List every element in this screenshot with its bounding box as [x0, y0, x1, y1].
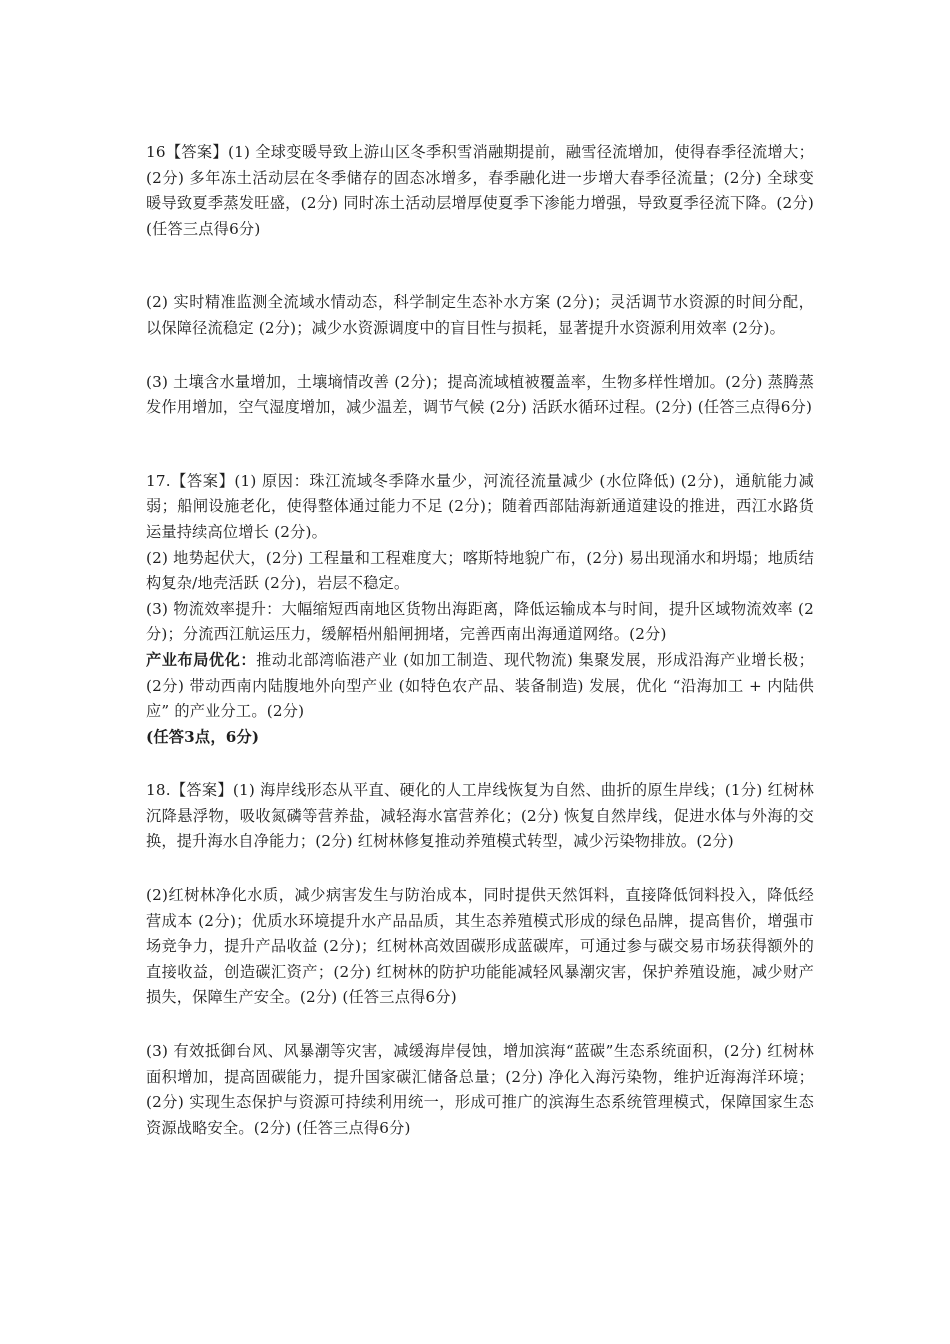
q16-answer-part2: (2) 实时精准监测全流域水情动态，科学制定生态补水方案 (2分)；灵活调节水资源的时间分配，以保障径流稳定 (2分)；减少水资源调度中的盲目性与损耗，显著提升水资源利用效率 (2分)。 [146, 293, 814, 337]
q17-answer-part4 [146, 648, 814, 725]
q17-answer-part2: (2) 地势起伏大，(2分) 工程量和工程难度大；喀斯特地貌广布，(2分) 易出现涌水和坍塌；地质结构复杂/地壳活跃 (2分)，岩层不稳定。 [146, 548, 814, 593]
answer-document [146, 140, 814, 1141]
q17-part4-heading: 产业布局优化： [146, 650, 257, 669]
spacer [146, 421, 814, 469]
q18-answer-part1: 18.【答案】(1) 海岸线形态从平直、硬化的人工岸线恢复为自然、曲折的原生岸线；(1分) 红树林沉降悬浮物，吸收氮磷等营养盐，减轻海水富营养化；(2分) 恢复自然岸线，促进水体与外海的交换，提升海水自净能力；(2分) 红树林修复推动养殖模式转型，减少污染物排放。(2分) [146, 781, 814, 851]
q17-part4-body: 推动北部湾临港产业 (如加工制造、现代物流) 集聚发展，形成沿海产业增长极；(2分) 带动西南内陆腹地外向型产业 (如特色农产品、装备制造) 发展，优化 “沿海加工 + 内陆供应” 的产业分工。(2分) [146, 650, 814, 721]
spacer [146, 242, 814, 290]
q17-scoring-note: (任答3点，6分) [146, 727, 260, 746]
q17-answer-part3: (3) 物流效率提升：大幅缩短西南地区货物出海距离，降低运输成本与时间，提升区域物流效率 (2分)；分流西江航运压力，缓解梧州船闸拥堵，完善西南出海通道网络。(2分) [146, 599, 814, 644]
spacer [146, 342, 814, 370]
q18-answer-part2: (2)红树林净化水质，减少病害发生与防治成本，同时提供天然饵料，直接降低饲料投入，降低经营成本 (2分)；优质水环境提升水产品品质，其生态养殖模式形成的绿色品牌，提高售价，增强市场竞争力，提升产品收益 (2分)；红树林高效固碳形成蓝碳库，可通过参与碳交易市场获得额外的直接收益，创造碳汇资产；(2分) 红树林的防护功能能减轻风暴潮灾害，保护养殖设施，减少财产损失，保障生产安全。(2分) (任答三点得6分) [146, 886, 814, 1007]
q16-answer-part1: 16【答案】(1) 全球变暖导致上游山区冬季积雪消融期提前，融雪径流增加，使得春季径流增大；(2分) 多年冻土活动层在冬季储存的固态冰增多，春季融化进一步增大春季径流量；(2分) 全球变暖导致夏季蒸发旺盛，(2分) 同时冻土活动层增厚使夏季下渗能力增强，导致夏季径流下降。(2分) (任答三点得6分) [146, 143, 814, 238]
q16-answer-part3: (3) 土壤含水量增加，土壤墒情改善 (2分)；提高流域植被覆盖率，生物多样性增加。(2分) 蒸腾蒸发作用增加，空气湿度增加，减少温差，调节气候 (2分) 活跃水循环过程。(2分) (任答三点得6分) [146, 372, 814, 417]
spacer [146, 855, 814, 883]
q17-answer-part1: 17.【答案】(1) 原因：珠江流域冬季降水量少，河流径流量减少 (水位降低) (2分)，通航能力减弱；船闸设施老化，使得整体通过能力不足 (2分)；随着西部陆海新通道建设的推进，西江水路货运量持续高位增长 (2分)。 [146, 471, 814, 541]
spacer [146, 1011, 814, 1039]
q18-answer-part3: (3) 有效抵御台风、风暴潮等灾害，减缓海岸侵蚀，增加滨海“蓝碳”生态系统面积，(2分) 红树林面积增加，提高固碳能力，提升国家碳汇储备总量；(2分) 净化入海污染物，维护近海海洋环境；(2分) 实现生态保护与资源可持续利用统一，形成可推广的滨海生态系统管理模式，保障国家生态资源战略安全。(2分) (任答三点得6分) [146, 1042, 814, 1137]
spacer [146, 750, 814, 778]
